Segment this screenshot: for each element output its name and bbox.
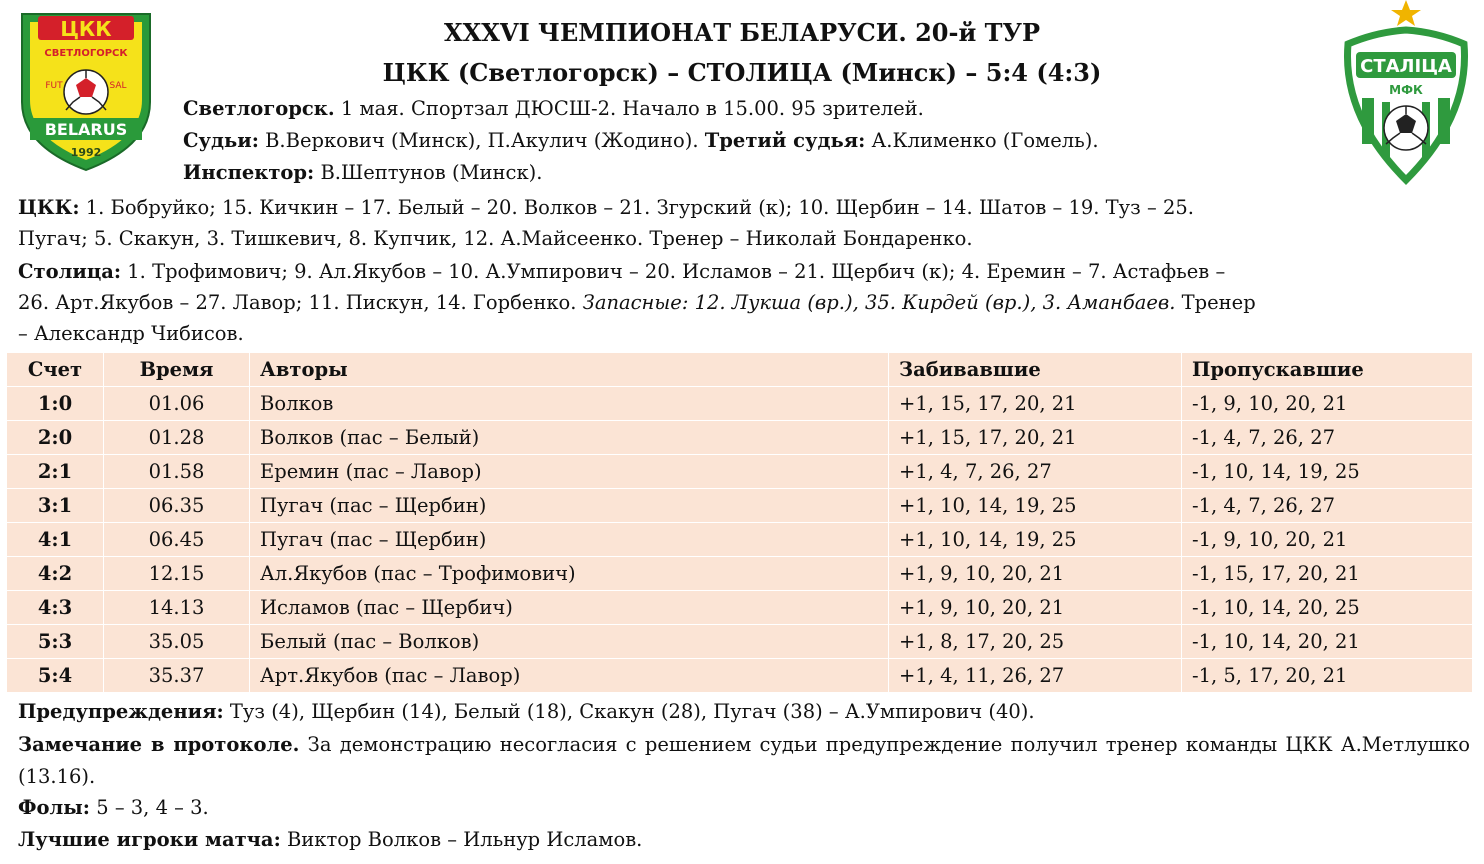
cell-score: 5:3 xyxy=(7,625,104,659)
header-scored-on-court: Забивавшие xyxy=(889,353,1182,387)
ckk-lineup xyxy=(18,192,1470,254)
cell-scored: +1, 4, 11, 26, 27 xyxy=(889,659,1182,693)
cell-authors: Пугач (пас – Щербин) xyxy=(250,523,889,557)
cell-conceded: -1, 4, 7, 26, 27 xyxy=(1182,489,1473,523)
cell-time: 35.05 xyxy=(104,625,250,659)
cell-scored: +1, 10, 14, 19, 25 xyxy=(889,489,1182,523)
ckk-lineup-label: ЦКК: xyxy=(18,196,80,219)
ckk-lineup-text-1: 1. Бобруйко; 15. Кичкин – 17. Белый – 20. Волков – 21. Згурский (к); 10. Щербин – 14. Шатов – 19. Туз – 25. xyxy=(79,196,1194,219)
match-title: ЦКК (Светлогорск) – СТОЛИЦА (Минск) – 5:4 (4:3) xyxy=(382,58,1102,87)
cell-time: 01.28 xyxy=(104,421,250,455)
cell-conceded: -1, 15, 17, 20, 21 xyxy=(1182,557,1473,591)
ckk-logo-year-text: 1992 xyxy=(70,146,102,159)
third-referee-label: Третий судья: xyxy=(704,129,866,152)
cell-score: 2:1 xyxy=(7,455,104,489)
warnings-label: Предупреждения: xyxy=(18,700,224,723)
table-row xyxy=(7,557,1473,591)
ckk-logo-fut-text: FUT xyxy=(45,81,63,91)
venue-label: Светлогорск. xyxy=(183,97,335,120)
cell-time: 06.35 xyxy=(104,489,250,523)
cell-authors: Пугач (пас – Щербин) xyxy=(250,489,889,523)
referees-text: В.Веркович (Минск), П.Акулич (Жодино). xyxy=(258,129,705,152)
stolica-substitutes: Запасные: 12. Лукша (вр.), 35. Кирдей (вр.), 3. Аманбаев. xyxy=(582,291,1176,314)
cell-scored: +1, 9, 10, 20, 21 xyxy=(889,557,1182,591)
table-row xyxy=(7,421,1473,455)
ckk-logo-sal-text: SAL xyxy=(109,81,127,91)
venue-text: 1 мая. Спортзал ДЮСШ-2. Начало в 15.00. 95 зрителей. xyxy=(334,97,924,120)
cell-scored: +1, 10, 14, 19, 25 xyxy=(889,523,1182,557)
stolica-logo-name-text: СТАЛIЦА xyxy=(1360,56,1452,77)
cell-conceded: -1, 10, 14, 20, 21 xyxy=(1182,625,1473,659)
stolica-lineup-text-1: 1. Трофимович; 9. Ал.Якубов – 10. А.Умпирович – 20. Исламов – 21. Щербич (к); 4. Еремин – 7. Астафьев – xyxy=(121,260,1226,283)
goals-table-header xyxy=(7,353,1473,387)
fouls-text: 5 – 3, 4 – 3. xyxy=(90,796,209,819)
inspector-line xyxy=(183,161,542,185)
cell-score: 4:3 xyxy=(7,591,104,625)
protocol-remark xyxy=(18,729,1470,793)
cell-conceded: -1, 4, 7, 26, 27 xyxy=(1182,421,1473,455)
fouls-line xyxy=(18,796,209,820)
cell-score: 4:1 xyxy=(7,523,104,557)
inspector-text: В.Шептунов (Минск). xyxy=(314,161,543,184)
cell-score: 5:4 xyxy=(7,659,104,693)
table-row xyxy=(7,387,1473,421)
cell-scored: +1, 9, 10, 20, 21 xyxy=(889,591,1182,625)
stolica-lineup xyxy=(18,256,1470,349)
ckk-logo-country-text: BELARUS xyxy=(44,120,128,139)
best-players-text: Виктор Волков – Ильнур Исламов. xyxy=(280,828,643,851)
third-referee-text: А.Клименко (Гомель). xyxy=(865,129,1099,152)
cell-time: 01.58 xyxy=(104,455,250,489)
table-row xyxy=(7,489,1473,523)
cell-score: 1:0 xyxy=(7,387,104,421)
ckk-lineup-text-2: Пугач; 5. Скакун, 3. Тишкевич, 8. Купчик, 12. А.Майсеенко. Тренер – Николай Бондаренко. xyxy=(18,227,973,250)
cell-scored: +1, 15, 17, 20, 21 xyxy=(889,387,1182,421)
referees-label: Судьи: xyxy=(183,129,259,152)
cell-authors: Белый (пас – Волков) xyxy=(250,625,889,659)
cell-conceded: -1, 5, 17, 20, 21 xyxy=(1182,659,1473,693)
cell-score: 3:1 xyxy=(7,489,104,523)
inspector-label: Инспектор: xyxy=(183,161,315,184)
cell-authors: Исламов (пас – Щербич) xyxy=(250,591,889,625)
cell-scored: +1, 15, 17, 20, 21 xyxy=(889,421,1182,455)
remark-label: Замечание в протоколе. xyxy=(18,733,300,756)
referees-line xyxy=(183,129,1099,153)
cell-authors: Еремин (пас – Лавор) xyxy=(250,455,889,489)
ckk-logo-city-text: СВЕТЛОГОРСК xyxy=(44,48,128,59)
stolica-coach-prefix: Тренер xyxy=(1175,291,1256,314)
championship-title: XXXVI ЧЕМПИОНАТ БЕЛАРУСИ. 20-й ТУР xyxy=(443,18,1040,47)
cell-conceded: -1, 9, 10, 20, 21 xyxy=(1182,523,1473,557)
header-score: Счет xyxy=(7,353,104,387)
stolica-logo-sub-text: МФК xyxy=(1389,83,1423,97)
cell-conceded: -1, 10, 14, 19, 25 xyxy=(1182,455,1473,489)
table-row xyxy=(7,591,1473,625)
header-authors: Авторы xyxy=(250,353,889,387)
cell-time: 01.06 xyxy=(104,387,250,421)
stolica-lineup-text-3: – Александр Чибисов. xyxy=(18,322,244,345)
cell-authors: Арт.Якубов (пас – Лавор) xyxy=(250,659,889,693)
cell-scored: +1, 8, 17, 20, 25 xyxy=(889,625,1182,659)
cell-authors: Ал.Якубов (пас – Трофимович) xyxy=(250,557,889,591)
warnings-text: Туз (4), Щербин (14), Белый (18), Скакун (28), Пугач (38) – А.Умпирович (40). xyxy=(223,700,1035,723)
cell-score: 4:2 xyxy=(7,557,104,591)
remark-text: За демонстрацию несогласия с решением судьи предупреждение получил тренер команды ЦКК А.Метлушко (13.16). xyxy=(18,733,1470,788)
ckk-logo-top-text: ЦКК xyxy=(60,17,112,41)
cell-time: 14.13 xyxy=(104,591,250,625)
cell-score: 2:0 xyxy=(7,421,104,455)
fouls-label: Фолы: xyxy=(18,796,91,819)
venue-line xyxy=(183,97,924,121)
table-row xyxy=(7,659,1473,693)
cell-time: 12.15 xyxy=(104,557,250,591)
stolica-lineup-text-2: 26. Арт.Якубов – 27. Лавор; 11. Пискун, 14. Горбенко. xyxy=(18,291,583,314)
stolica-lineup-label: Столица: xyxy=(18,260,122,283)
cell-time: 06.45 xyxy=(104,523,250,557)
best-players-label: Лучшие игроки матча: xyxy=(18,828,281,851)
table-row xyxy=(7,523,1473,557)
cell-time: 35.37 xyxy=(104,659,250,693)
best-players-line xyxy=(18,828,642,852)
goals-table xyxy=(6,352,1473,693)
cell-authors: Волков xyxy=(250,387,889,421)
table-row xyxy=(7,625,1473,659)
cell-scored: +1, 4, 7, 26, 27 xyxy=(889,455,1182,489)
header-conceded-on-court: Пропускавшие xyxy=(1182,353,1473,387)
warnings-line xyxy=(18,700,1035,724)
cell-conceded: -1, 10, 14, 20, 25 xyxy=(1182,591,1473,625)
cell-conceded: -1, 9, 10, 20, 21 xyxy=(1182,387,1473,421)
cell-authors: Волков (пас – Белый) xyxy=(250,421,889,455)
table-row xyxy=(7,455,1473,489)
header-time: Время xyxy=(104,353,250,387)
